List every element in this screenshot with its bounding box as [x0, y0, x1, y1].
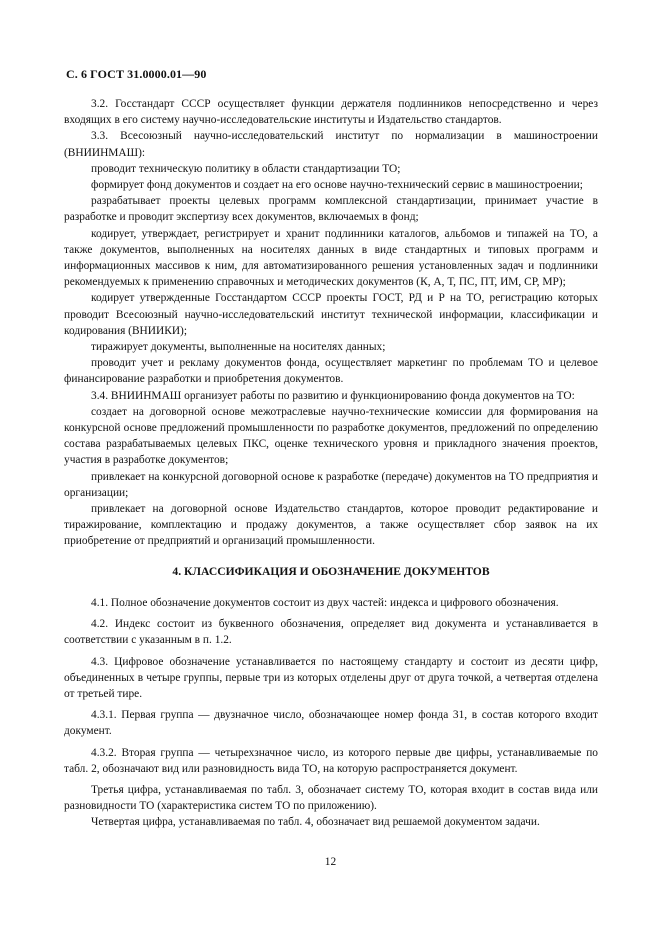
list-item: кодирует утвержденные Госстандартом СССР проекты ГОСТ, РД и Р на ТО, регистрацию которых проводит Всесоюзный научно-исследовательский институт технической информации, классификации и кодирования (ВНИИКИ);	[64, 292, 598, 337]
list-item: проводит техническую политику в области стандартизации ТО;	[91, 162, 401, 175]
paragraph-third-digit: Третья цифра, устанавливаемая по табл. 3, обозначает систему ТО, которая входит в состав вида или разновидности ТО (характеристика систем ТО по приложению).	[64, 783, 598, 813]
list-item: формирует фонд документов и создает на его основе научно-технический сервис в машиностроении;	[91, 179, 583, 192]
paragraph-4-3-1: 4.3.1. Первая группа — двузначное число, обозначающее номер фонда 31, в состав которого входит документ.	[64, 709, 598, 738]
list-item: привлекает на договорной основе Издательство стандартов, которое проводит редактирование и тиражирование, комплектацию и продажу документов, а также осуществляет сбор заявок на их приобретение от предприятий и организаций промышленности.	[64, 503, 598, 548]
paragraph-3-4: 3.4. ВНИИНМАШ организует работы по развитию и функционированию фонда документов на ТО:	[91, 389, 575, 402]
document-body	[64, 96, 598, 831]
list-item: разрабатывает проекты целевых программ комплексной стандартизации, принимает участие в разработке и проводит экспертизу всех документов, включаемых в фонд;	[64, 195, 598, 224]
list-item: создает на договорной основе межотраслевые научно-технические комиссии для формирования на конкурсной основе предложений промышленности по разработке документов, предложений по определению состава разрабатываемых целевых ПКС, оценке технического уровня и прикладного значения проектов, участия в разработке документов;	[64, 405, 598, 467]
paragraph-3-3: 3.3. Всесоюзный научно-исследовательский институт по нормализации в машиностроении (ВНИИНМАШ):	[64, 130, 598, 159]
section-title: 4. КЛАССИФИКАЦИЯ И ОБОЗНАЧЕНИЕ ДОКУМЕНТОВ	[172, 564, 490, 578]
paragraph-4-1: 4.1. Полное обозначение документов состоит из двух частей: индекса и цифрового обозначения.	[91, 596, 559, 609]
paragraph-4-3: 4.3. Цифровое обозначение устанавливается по настоящему стандарту и состоит из десяти цифр, объединенных в четыре группы, первые три из которых отделены друг от друга точкой, а четвертая отделена от третьей тире.	[64, 655, 598, 700]
page-header: С. 6 ГОСТ 31.0000.01—90	[66, 67, 207, 81]
list-item: проводит учет и рекламу документов фонда, осуществляет маркетинг по проблемам ТО и целевое финансирование разработки и приобретения документов.	[64, 357, 598, 386]
paragraph-3-2: 3.2. Госстандарт СССР осуществляет функции держателя подлинников непосредственно и через входящих в его систему научно-исследовательские институты и Издательство стандартов.	[64, 98, 598, 127]
list-item: привлекает на конкурсной договорной основе к разработке (передаче) документов на ТО предприятия и организации;	[64, 470, 598, 499]
list-item: кодирует, утверждает, регистрирует и хранит подлинники каталогов, альбомов и типажей на ТО, а также документов, выполненных на носителях данных в виде стандартных и типовых программ и информационных массивов к ним, для автоматизированного решения установленных задач и подлинники рекомендуемых к применению справочных и методических документов (К, А, Т, ПС, ПТ, ИМ, СР, МР);	[64, 227, 598, 289]
paragraph-4-3-2: 4.3.2. Вторая группа — четырехзначное число, из которого первые две цифры, устанавливаемые по табл. 2, обозначают вид или разновидность вида ТО, на которую распространяется документ.	[64, 746, 598, 775]
list-item: тиражирует документы, выполненные на носителях данных;	[91, 341, 386, 354]
paragraph-fourth-digit: Четвертая цифра, устанавливаемая по табл. 4, обозначает вид решаемой документом задачи.	[91, 816, 540, 829]
page-number: 12	[324, 856, 337, 868]
paragraph-4-2: 4.2. Индекс состоит из буквенного обозначения, определяет вид документа и устанавливается в соответствии с указанным в п. 1.2.	[64, 618, 598, 647]
